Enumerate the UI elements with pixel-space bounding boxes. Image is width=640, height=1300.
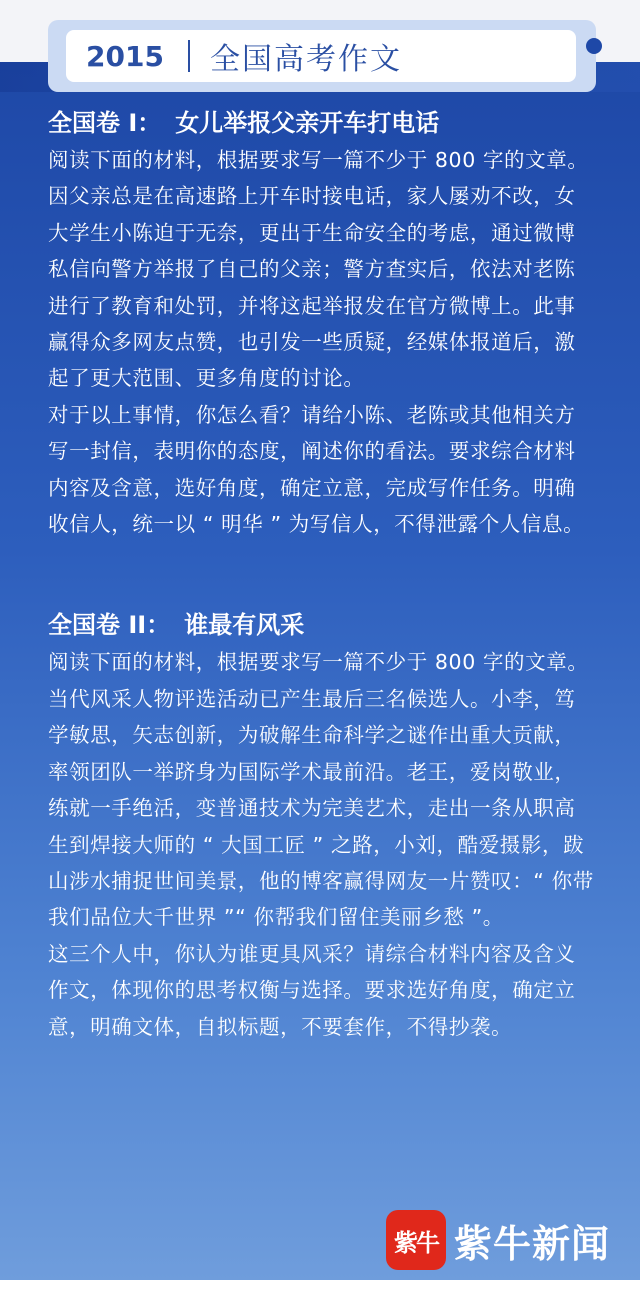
section1-topic: 女儿举报父亲开车打电话 bbox=[175, 109, 440, 137]
header-divider bbox=[188, 40, 190, 72]
logo-text: 紫牛新闻 bbox=[454, 1220, 611, 1266]
section1-paragraph: 对于以上事情，你怎么看？请给小陈、老陈或其他相关方写一封信，表明你的态度，阐述你的看法。要求综合材料内容及含意，选好角度，确定立意，完成写作任务。明确收信人，统一以 “ 明华 ” 为写信人，不得泄露个人信息。 bbox=[48, 402, 585, 537]
section2-paragraph: 这三个人中，你认为谁更具风采？请综合材料内容及含义作文，体现你的思考权衡与选择。要求选好角度，确定立意，明确文体，自拟标题，不要套作，不得抄袭。 bbox=[48, 941, 576, 1039]
section1-paragraph: 阅读下面的材料，根据要求写一篇不少于 800 字的文章。 bbox=[48, 148, 589, 172]
logo-badge-icon: 紫牛 bbox=[386, 1210, 446, 1270]
article-content bbox=[48, 104, 596, 1045]
header-year: 2015 bbox=[86, 39, 164, 73]
header-notch bbox=[586, 38, 602, 54]
brand-logo bbox=[386, 1210, 610, 1270]
section2-paragraph: 阅读下面的材料，根据要求写一篇不少于 800 字的文章。 bbox=[48, 650, 589, 675]
section1-title bbox=[48, 104, 596, 142]
bottom-strip bbox=[0, 1280, 640, 1300]
header-title: 全国高考作文 bbox=[210, 42, 402, 77]
section1-paragraph: 因父亲总是在高速路上开车时接电话，家人屡劝不改，女大学生小陈迫于无奈，更出于生命安全的考虑，通过微博私信向警方举报了自己的父亲；警方查实后，依法对老陈进行了教育和处罚，并将这起举报发在官方微博上。此事赢得众多网友点赞，也引发一些质疑，经媒体报道后，激起了更大范围、更多角度的讨论。 bbox=[48, 184, 576, 391]
section-gap bbox=[48, 542, 596, 606]
section1-label: 全国卷 I： bbox=[48, 109, 162, 137]
section2-label: 全国卷 II： bbox=[48, 611, 171, 640]
header-bar bbox=[66, 30, 576, 82]
section2-title bbox=[48, 606, 596, 644]
section2-paragraph: 当代风采人物评选活动已产生最后三名候选人。小李，笃学敏思，矢志创新，为破解生命科学之谜作出重大贡献，率领团队一举跻身为国际学术最前沿。老王，爱岗敬业，练就一手绝活，变普通技术为完美艺术，走出一条从职高生到焊接大师的 “ 大国工匠 ” 之路，小刘，酷爱摄影，跋山涉水捕捉世间美景，他的博客赢得网友一片赞叹：“ 你带我们品位大千世界 ”“ 你帮我们留住美丽乡愁 ”。 bbox=[48, 686, 594, 930]
section2-topic: 谁最有风采 bbox=[184, 611, 305, 640]
